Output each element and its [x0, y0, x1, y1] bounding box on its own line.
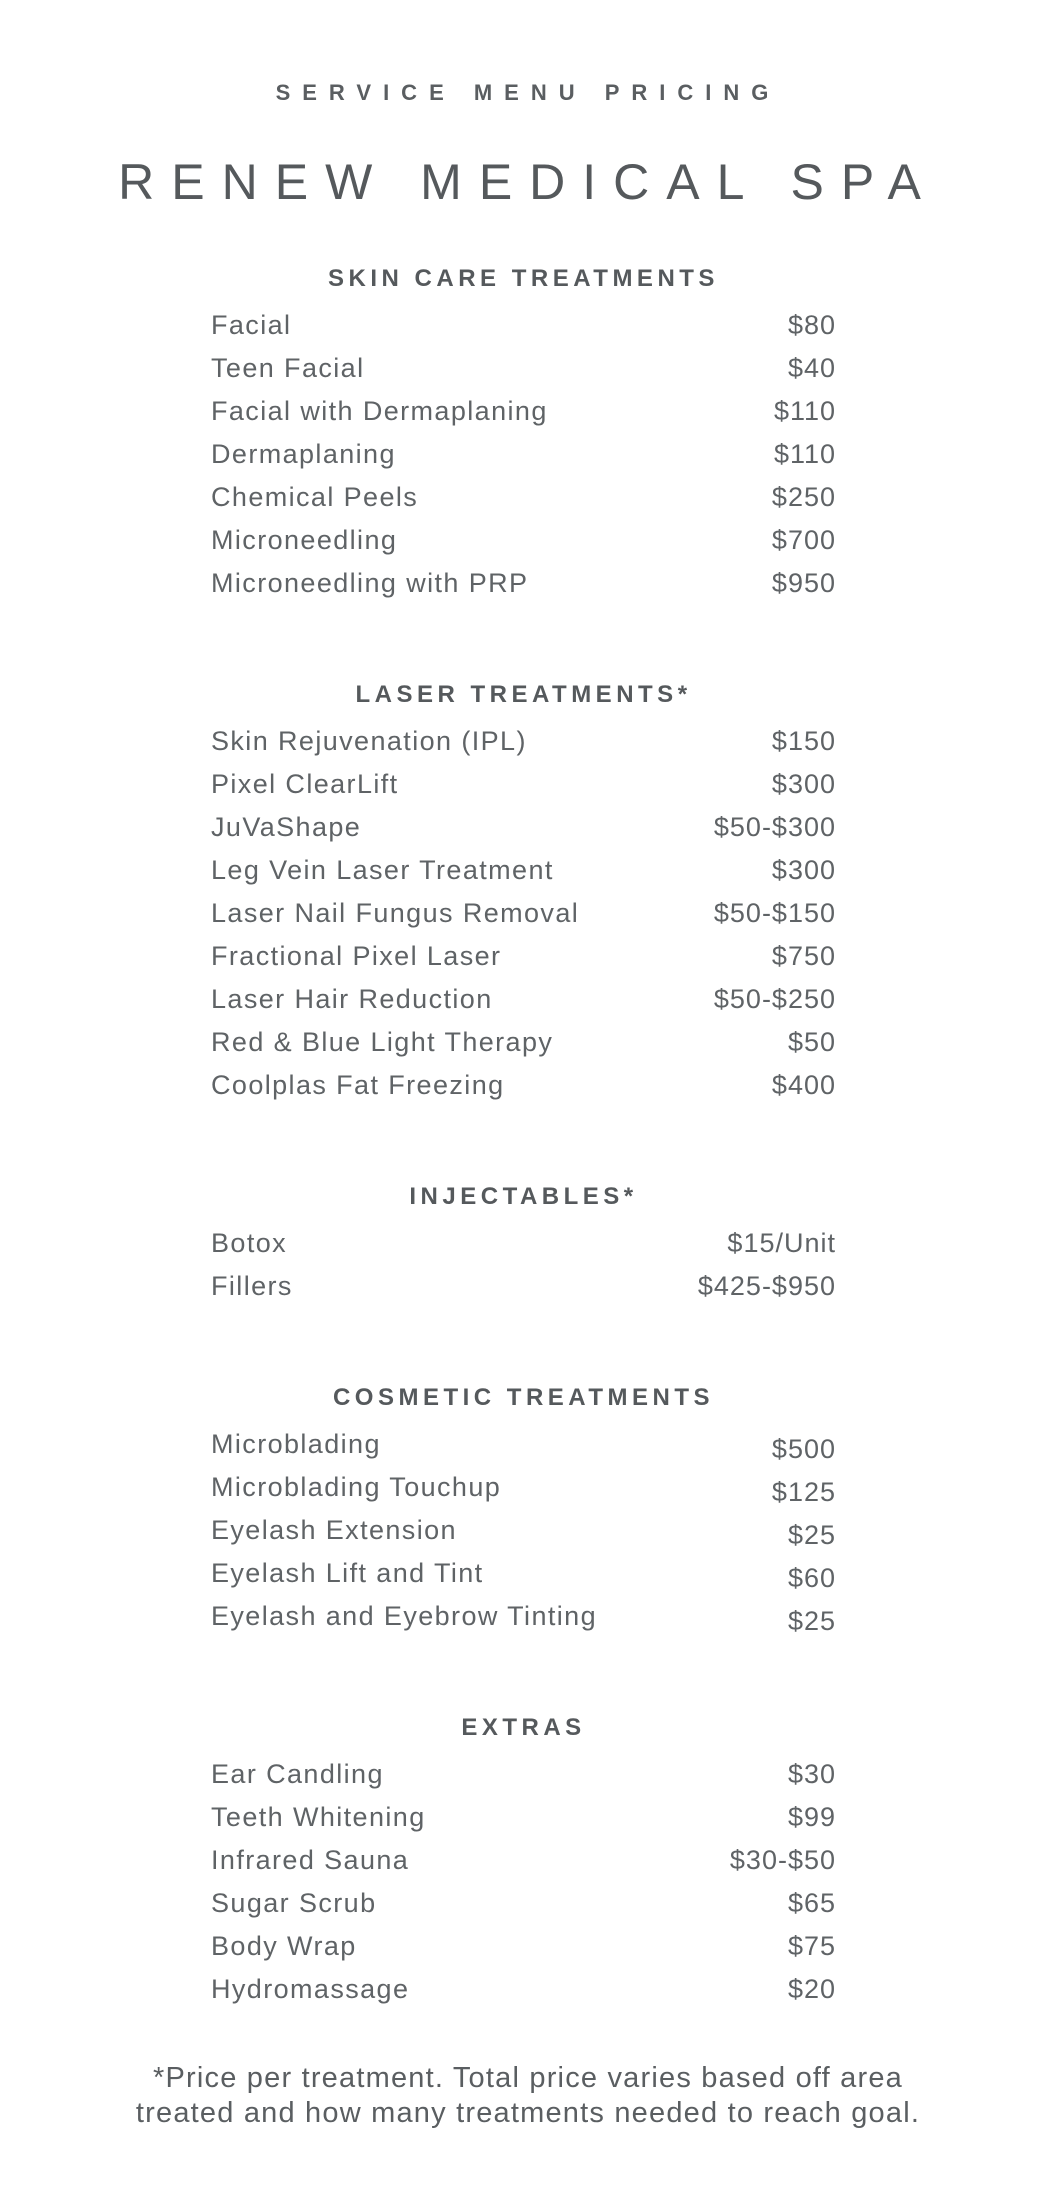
section-skin-care	[211, 257, 836, 605]
item-price: $125	[771, 1477, 836, 1507]
section-heading-injectables: INJECTABLES*	[409, 1183, 638, 1210]
item-price: $110	[773, 439, 836, 469]
item-price: $15/Unit	[727, 1228, 836, 1258]
item-price: $65	[787, 1888, 836, 1918]
item-name: Dermaplaning	[211, 439, 396, 469]
price-disclaimer-line-2: treated and how many treatments needed to reach goal.	[135, 2097, 921, 2129]
menu-item-row	[211, 1595, 836, 1638]
item-price: $30	[787, 1759, 836, 1789]
item-price: $20	[787, 1974, 836, 2004]
item-name: Sugar Scrub	[211, 1888, 377, 1918]
item-name: Botox	[211, 1228, 288, 1258]
item-price: $80	[787, 310, 836, 340]
item-name: Microblading Touchup	[211, 1472, 502, 1502]
price-disclaimer-line-1: *Price per treatment. Total price varies based off area	[152, 2062, 903, 2094]
item-name: Laser Nail Fungus Removal	[211, 898, 580, 928]
item-name: Red & Blue Light Therapy	[211, 1027, 554, 1057]
section-heading-cosmetic: COSMETIC TREATMENTS	[332, 1384, 715, 1411]
item-price: $150	[771, 726, 836, 756]
item-price: $30-$50	[729, 1845, 836, 1875]
menu-item-row	[211, 806, 836, 849]
section-heading-skin-care: SKIN CARE TREATMENTS	[328, 265, 719, 292]
menu-item-row	[211, 935, 836, 978]
section-laser	[211, 673, 836, 1107]
item-name: Pixel ClearLift	[211, 769, 399, 799]
item-price: $500	[771, 1434, 836, 1464]
item-name: Eyelash Extension	[211, 1515, 457, 1545]
item-name: Fractional Pixel Laser	[211, 941, 502, 971]
item-price: $750	[771, 941, 836, 971]
item-price: $110	[773, 396, 836, 426]
item-price: $25	[787, 1606, 836, 1636]
item-price: $250	[771, 482, 836, 512]
item-price: $50	[787, 1027, 836, 1057]
item-name: Laser Hair Reduction	[211, 984, 493, 1014]
menu-item-row	[211, 892, 836, 935]
item-name: Fillers	[211, 1271, 293, 1301]
menu-item-row	[211, 1753, 836, 1796]
item-price: $25	[787, 1520, 836, 1550]
menu-item-row	[211, 476, 836, 519]
item-price: $50-$150	[713, 898, 836, 928]
item-price: $400	[771, 1070, 836, 1100]
item-name: Microneedling	[211, 525, 398, 555]
menu-item-row	[211, 1839, 836, 1882]
menu-item-row	[211, 1265, 836, 1308]
item-name: Leg Vein Laser Treatment	[211, 855, 554, 885]
item-name: Facial	[211, 310, 292, 340]
menu-content	[211, 257, 836, 2011]
menu-subtitle: SERVICE MENU PRICING	[275, 80, 781, 105]
menu-item-row	[211, 763, 836, 806]
menu-item-row	[211, 1466, 836, 1509]
item-name: Eyelash and Eyebrow Tinting	[211, 1601, 598, 1631]
item-name: Facial with Dermaplaning	[211, 396, 548, 426]
item-name: Teen Facial	[211, 353, 365, 383]
item-price: $950	[771, 568, 836, 598]
item-name: Eyelash Lift and Tint	[211, 1558, 484, 1588]
item-name: Infrared Sauna	[211, 1845, 410, 1875]
item-price: $425-$950	[697, 1271, 836, 1301]
menu-item-row	[211, 849, 836, 892]
menu-item-row	[211, 720, 836, 763]
item-name: JuVaShape	[211, 812, 362, 842]
menu-item-row	[211, 1925, 836, 1968]
item-name: Ear Candling	[211, 1759, 384, 1789]
menu-item-row	[211, 304, 836, 347]
item-price: $40	[787, 353, 836, 383]
menu-item-row	[211, 433, 836, 476]
menu-item-row	[211, 1064, 836, 1107]
item-price: $60	[787, 1563, 836, 1593]
section-heading-extras: EXTRAS	[461, 1714, 586, 1741]
menu-item-row	[211, 1021, 836, 1064]
spa-title: RENEW MEDICAL SPA	[118, 154, 938, 210]
menu-item-row	[211, 347, 836, 390]
item-price: $50-$300	[713, 812, 836, 842]
menu-item-row	[211, 390, 836, 433]
menu-item-row	[211, 1882, 836, 1925]
menu-item-row	[211, 519, 836, 562]
menu-item-row	[211, 1968, 836, 2011]
item-name: Microneedling with PRP	[211, 568, 529, 598]
section-injectables	[211, 1175, 836, 1308]
item-name: Teeth Whitening	[211, 1802, 426, 1832]
item-name: Body Wrap	[211, 1931, 357, 1961]
item-name: Coolplas Fat Freezing	[211, 1070, 505, 1100]
menu-item-row	[211, 1796, 836, 1839]
price-disclaimer	[0, 2061, 1056, 2131]
item-price: $99	[787, 1802, 836, 1832]
section-heading-laser: LASER TREATMENTS*	[355, 681, 692, 708]
item-price: $50-$250	[713, 984, 836, 1014]
item-name: Hydromassage	[211, 1974, 410, 2004]
menu-item-row	[211, 1423, 836, 1466]
item-price: $300	[771, 855, 836, 885]
menu-item-row	[211, 1222, 836, 1265]
menu-item-row	[211, 562, 836, 605]
item-price: $75	[787, 1931, 836, 1961]
menu-item-row	[211, 1552, 836, 1595]
item-price: $700	[771, 525, 836, 555]
item-price: $300	[771, 769, 836, 799]
section-extras	[211, 1706, 836, 2011]
item-name: Chemical Peels	[211, 482, 419, 512]
section-cosmetic	[211, 1376, 836, 1638]
menu-item-row	[211, 1509, 836, 1552]
item-name: Skin Rejuvenation (IPL)	[211, 726, 527, 756]
menu-item-row	[211, 978, 836, 1021]
item-name: Microblading	[211, 1429, 381, 1459]
